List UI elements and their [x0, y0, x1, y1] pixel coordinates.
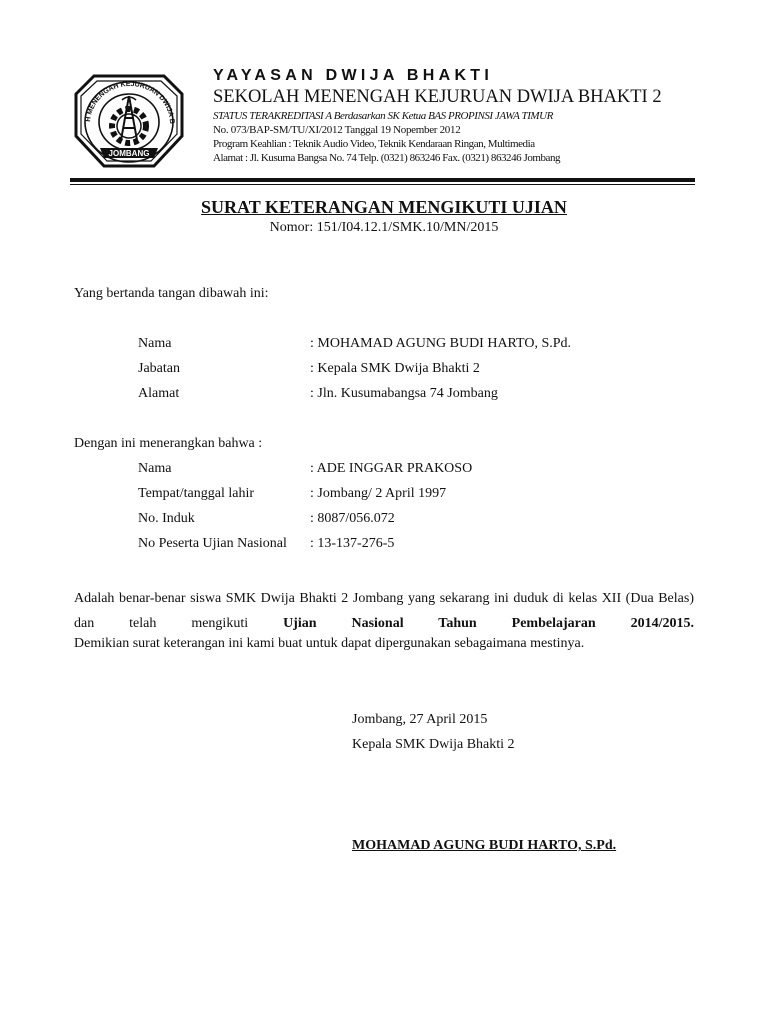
signatory-name-value: : MOHAMAD AGUNG BUDI HARTO, S.Pd. — [310, 336, 572, 351]
exam-participant-value: : 13-137-276-5 — [310, 536, 395, 551]
school-logo — [68, 66, 190, 174]
signatory-name-label: Nama — [138, 336, 172, 351]
school-emblem-icon — [68, 66, 190, 174]
student-name-label: Nama — [138, 461, 172, 476]
signatory-address-value: : Jln. Kusumabangsa 74 Jombang — [310, 386, 498, 401]
study-programs: Program Keahlian : Teknik Audio Video, Teknik Kendaraan Ringan, Multimedia — [213, 138, 535, 150]
signature-place-date: Jombang, 27 April 2015 — [352, 712, 488, 727]
signatory-address-label: Alamat — [138, 386, 180, 401]
signature-position: Kepala SMK Dwija Bhakti 2 — [352, 737, 515, 752]
letterhead-rule-thin — [70, 184, 695, 185]
signatory-position-value: : Kepala SMK Dwija Bhakti 2 — [310, 361, 480, 376]
statement-text: Adalah benar-benar siswa SMK Dwija Bhakti 2 Jombang yang sekarang ini duduk di kelas XII (Dua Belas) dan telah mengikuti — [74, 591, 694, 631]
exam-participant-label: No Peserta Ujian Nasional — [138, 536, 287, 551]
document-title: SURAT KETERANGAN MENGIKUTI UJIAN — [201, 197, 567, 217]
student-id-label: No. Induk — [138, 511, 195, 526]
accreditation-number: No. 073/BAP-SM/TU/XI/2012 Tanggal 19 Nopember 2012 — [213, 124, 461, 136]
school-name: SEKOLAH MENENGAH KEJURUAN DWIJA BHAKTI 2 — [213, 87, 662, 107]
statement-paragraph — [74, 586, 694, 636]
signatory-position-label: Jabatan — [138, 361, 180, 376]
school-address: Alamat : Jl. Kusuma Bangsa No. 74 Telp. (0321) 863246 Fax. (0321) 863246 Jombang — [213, 152, 561, 164]
student-birth-label: Tempat/tanggal lahir — [138, 486, 255, 501]
document-number: Nomor: 151/I04.12.1/SMK.10/MN/2015 — [269, 220, 499, 235]
signature-name: MOHAMAD AGUNG BUDI HARTO, S.Pd. — [352, 838, 617, 853]
student-birth-value: : Jombang/ 2 April 1997 — [310, 486, 447, 501]
student-name-value: : ADE INGGAR PRAKOSO — [310, 461, 473, 476]
letterhead-rule-thick — [70, 178, 695, 182]
logo-banner-text: JOMBANG — [108, 149, 150, 158]
student-intro: Dengan ini menerangkan bahwa : — [74, 436, 263, 451]
statement-closing: Demikian surat keterangan ini kami buat untuk dapat dipergunakan sebagaimana mestinya. — [74, 636, 585, 651]
accreditation-status: STATUS TERAKREDITASI A Berdasarkan SK Ketua BAS PROPINSI JAWA TIMUR — [213, 110, 553, 122]
student-id-value: : 8087/056.072 — [310, 511, 395, 526]
statement-exam-name: Ujian Nasional Tahun Pembelajaran 2014/2015. — [283, 616, 694, 631]
organization-name: YAYASAN DWIJA BHAKTI — [213, 67, 494, 84]
signatory-intro: Yang bertanda tangan dibawah ini: — [74, 286, 269, 301]
logo-ring-text: H MENENGAH KEJURUAN DWIJA B — [85, 80, 176, 125]
